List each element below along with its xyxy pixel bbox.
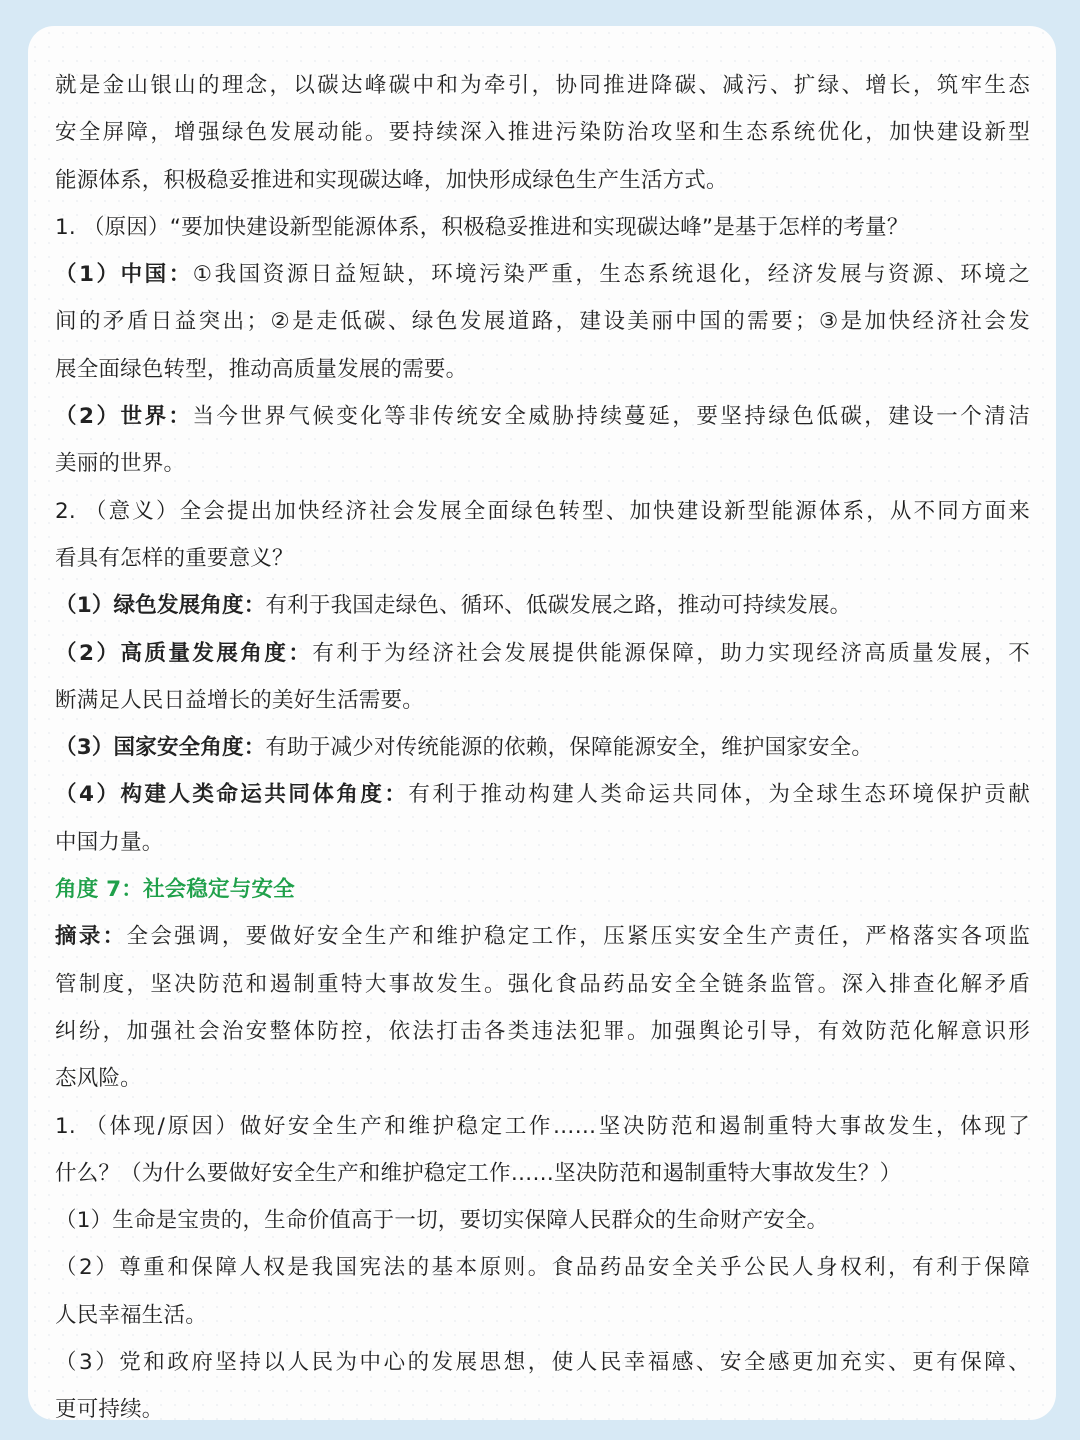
question-heading: 2. （意义）全会提出加快经济社会发展全面绿色转型、加快建设新型能源体系，从不同方面来 <box>55 498 1030 524</box>
answer-line: 展全面绿色转型，推动高质量发展的需要。 <box>55 356 468 382</box>
question-heading: 看具有怎样的重要意义？ <box>55 545 294 571</box>
answer-label: （1）绿色发展角度： <box>55 593 266 619</box>
answer-line: 断满足人民日益增长的美好生活需要。 <box>55 687 424 713</box>
answer-label: （2）世界： <box>55 404 193 430</box>
answer-line <box>55 251 1030 298</box>
answer-line <box>55 724 1030 771</box>
content-card <box>28 26 1056 1423</box>
answer-line: 美丽的世界。 <box>55 451 186 477</box>
answer-text: 当今世界气候变化等非传统安全威胁持续蔓延，要坚持绿色低碳，建设一个清洁 <box>192 404 1030 430</box>
paragraph-line: 安全屏障，增强绿色发展动能。要持续深入推进污染防治攻坚和生态系统优化，加快建设新型 <box>55 120 1030 146</box>
answer-line <box>55 771 1030 818</box>
excerpt-line: 纠纷，加强社会治安整体防控，依法打击各类违法犯罪。加强舆论引导，有效防范化解意识形 <box>55 1018 1030 1044</box>
answer-line <box>55 582 1030 629</box>
excerpt-text: 全会强调，要做好安全生产和维护稳定工作，压紧压实安全生产责任，严格落实各项监 <box>126 924 1030 950</box>
answer-line: 间的矛盾日益突出；②是走低碳、绿色发展道路，建设美丽中国的需要；③是加快经济社会发 <box>55 309 1030 335</box>
question-heading: 1. （体现/原因）做好安全生产和维护稳定工作……坚决防范和遏制重特大事故发生，体现了 <box>55 1113 1030 1139</box>
excerpt-line: 态风险。 <box>55 1066 142 1092</box>
answer-line: 中国力量。 <box>55 829 164 855</box>
answer-line: （1）生命是宝贵的，生命价值高于一切，要切实保障人民群众的生命财产安全。 <box>55 1208 829 1234</box>
excerpt-line: 管制度，坚决防范和遏制重特大事故发生。强化食品药品安全全链条监管。深入排查化解矛盾 <box>55 971 1030 997</box>
question-heading: 什么？（为什么要做好安全生产和维护稳定工作……坚决防范和遏制重特大事故发生？） <box>55 1160 902 1186</box>
answer-text: 有利于为经济社会发展提供能源保障，助力实现经济高质量发展，不 <box>312 640 1030 666</box>
answer-label: （2）高质量发展角度： <box>55 640 313 666</box>
answer-text: 有利于推动构建人类命运共同体，为全球生态环境保护贡献 <box>408 782 1030 808</box>
answer-text: 有利于我国走绿色、循环、低碳发展之路，推动可持续发展。 <box>265 593 852 619</box>
paragraph-line: 就是金山银山的理念，以碳达峰碳中和为牵引，协同推进降碳、减污、扩绿、增长，筑牢生态 <box>55 73 1030 98</box>
answer-line <box>55 393 1030 440</box>
answer-line: 更可持续。 <box>55 1397 164 1423</box>
answer-text: 有助于减少对传统能源的依赖，保障能源安全，维护国家安全。 <box>265 735 874 761</box>
answer-line <box>55 630 1030 677</box>
section-heading: 角度 7：社会稳定与安全 <box>55 877 295 903</box>
excerpt-line <box>55 913 1030 960</box>
question-heading: 1. （原因）“要加快建设新型能源体系，积极稳妥推进和实现碳达峰”是基于怎样的考量？ <box>55 214 909 240</box>
document-body <box>55 62 1030 1434</box>
answer-label: （3）国家安全角度： <box>55 735 266 761</box>
answer-label: （1）中国： <box>55 262 193 288</box>
paragraph-line: 能源体系，积极稳妥推进和实现碳达峰，加快形成绿色生产生活方式。 <box>55 167 728 193</box>
answer-line: （2）尊重和保障人权是我国宪法的基本原则。食品药品安全关乎公民人身权利，有利于保障 <box>55 1255 1030 1281</box>
answer-label: （4）构建人类命运共同体角度： <box>55 782 409 808</box>
excerpt-label: 摘录： <box>55 924 127 950</box>
answer-line: （3）党和政府坚持以人民为中心的发展思想，使人民幸福感、安全感更加充实、更有保障、 <box>55 1350 1030 1376</box>
answer-text: ①我国资源日益短缺，环境污染严重，生态系统退化，经济发展与资源、环境之 <box>192 262 1030 288</box>
answer-line: 人民幸福生活。 <box>55 1302 207 1328</box>
